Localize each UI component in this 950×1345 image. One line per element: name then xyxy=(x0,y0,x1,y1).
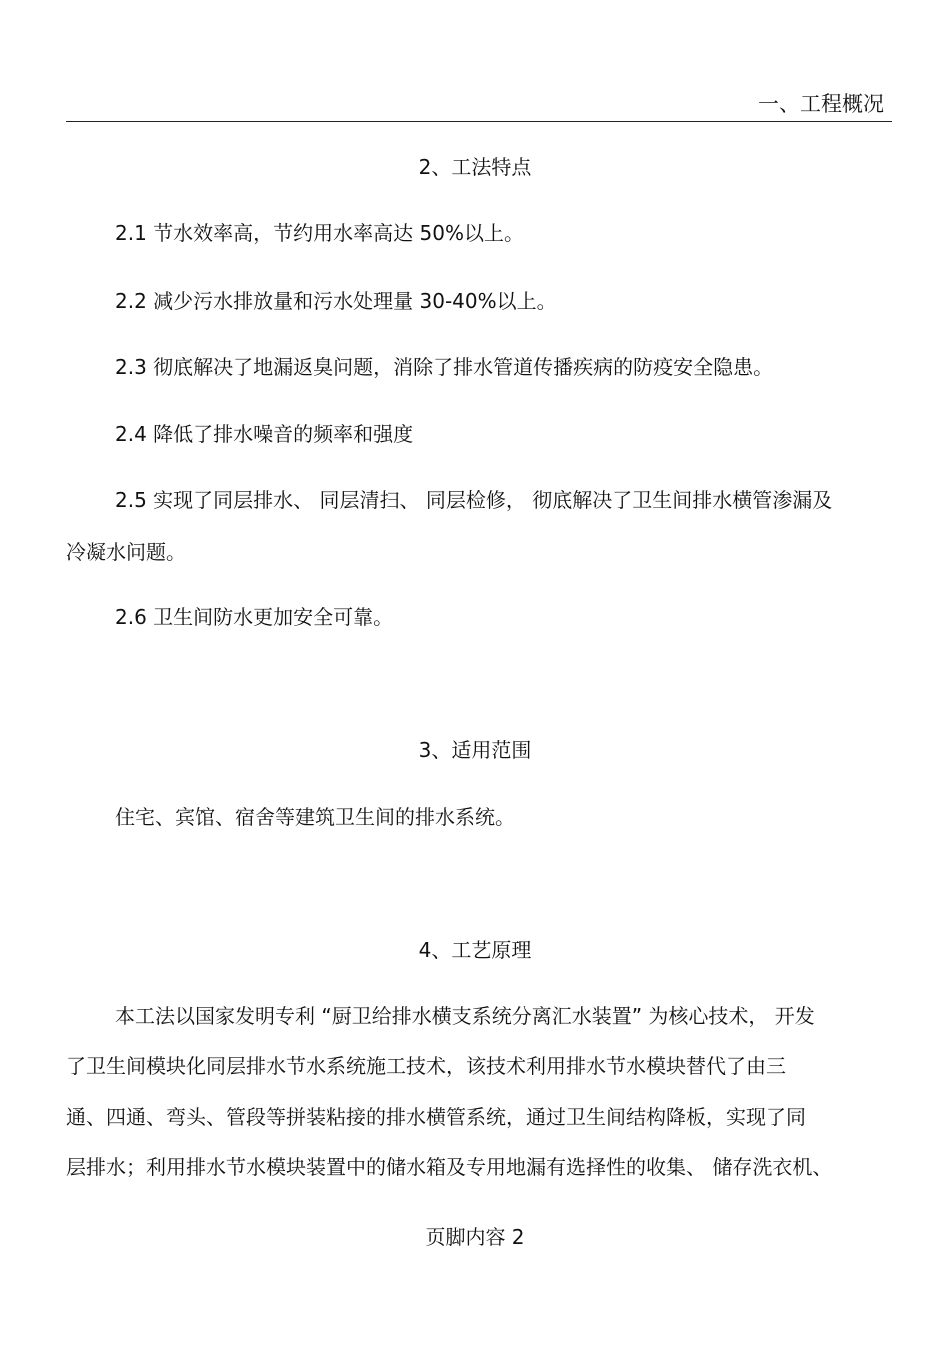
list-item: 2.4 降低了排水噪音的频率和强度 xyxy=(115,422,414,446)
list-item: 2.1 节水效率高，节约用水率高达 50%以上。 xyxy=(115,221,524,245)
paragraph-line: 了卫生间模块化同层排水节水系统施工技术，该技术利用排水节水模块替代了由三 xyxy=(66,1054,786,1078)
page-footer: 页脚内容 2 xyxy=(425,1225,525,1249)
section-2-heading: 2、工法特点 xyxy=(418,155,532,179)
list-item-continuation: 冷凝水问题。 xyxy=(66,540,186,564)
list-item: 2.6 卫生间防水更加安全可靠。 xyxy=(115,605,394,629)
paragraph-line: 层排水；利用排水节水模块装置中的储水箱及专用地漏有选择性的收集、 储存洗衣机、 xyxy=(66,1155,833,1179)
section-3-heading: 3、适用范围 xyxy=(418,738,532,762)
paragraph-line: 本工法以国家发明专利 “厨卫给排水横支系统分离汇水装置” 为核心技术， 开发 xyxy=(115,1004,815,1028)
section-3-body: 住宅、宾馆、宿舍等建筑卫生间的排水系统。 xyxy=(115,805,515,829)
section-4-heading: 4、工艺原理 xyxy=(418,938,532,962)
page-header-title: 一、工程概况 xyxy=(758,92,884,116)
list-item: 2.5 实现了同层排水、 同层清扫、 同层检修， 彻底解决了卫生间排水横管渗漏及 xyxy=(115,488,833,512)
paragraph-line: 通、四通、弯头、管段等拼装粘接的排水横管系统，通过卫生间结构降板，实现了同 xyxy=(66,1105,806,1129)
header-divider xyxy=(66,121,892,122)
list-item: 2.2 减少污水排放量和污水处理量 30-40%以上。 xyxy=(115,289,557,313)
list-item: 2.3 彻底解决了地漏返臭问题，消除了排水管道传播疾病的防疫安全隐患。 xyxy=(115,355,774,379)
